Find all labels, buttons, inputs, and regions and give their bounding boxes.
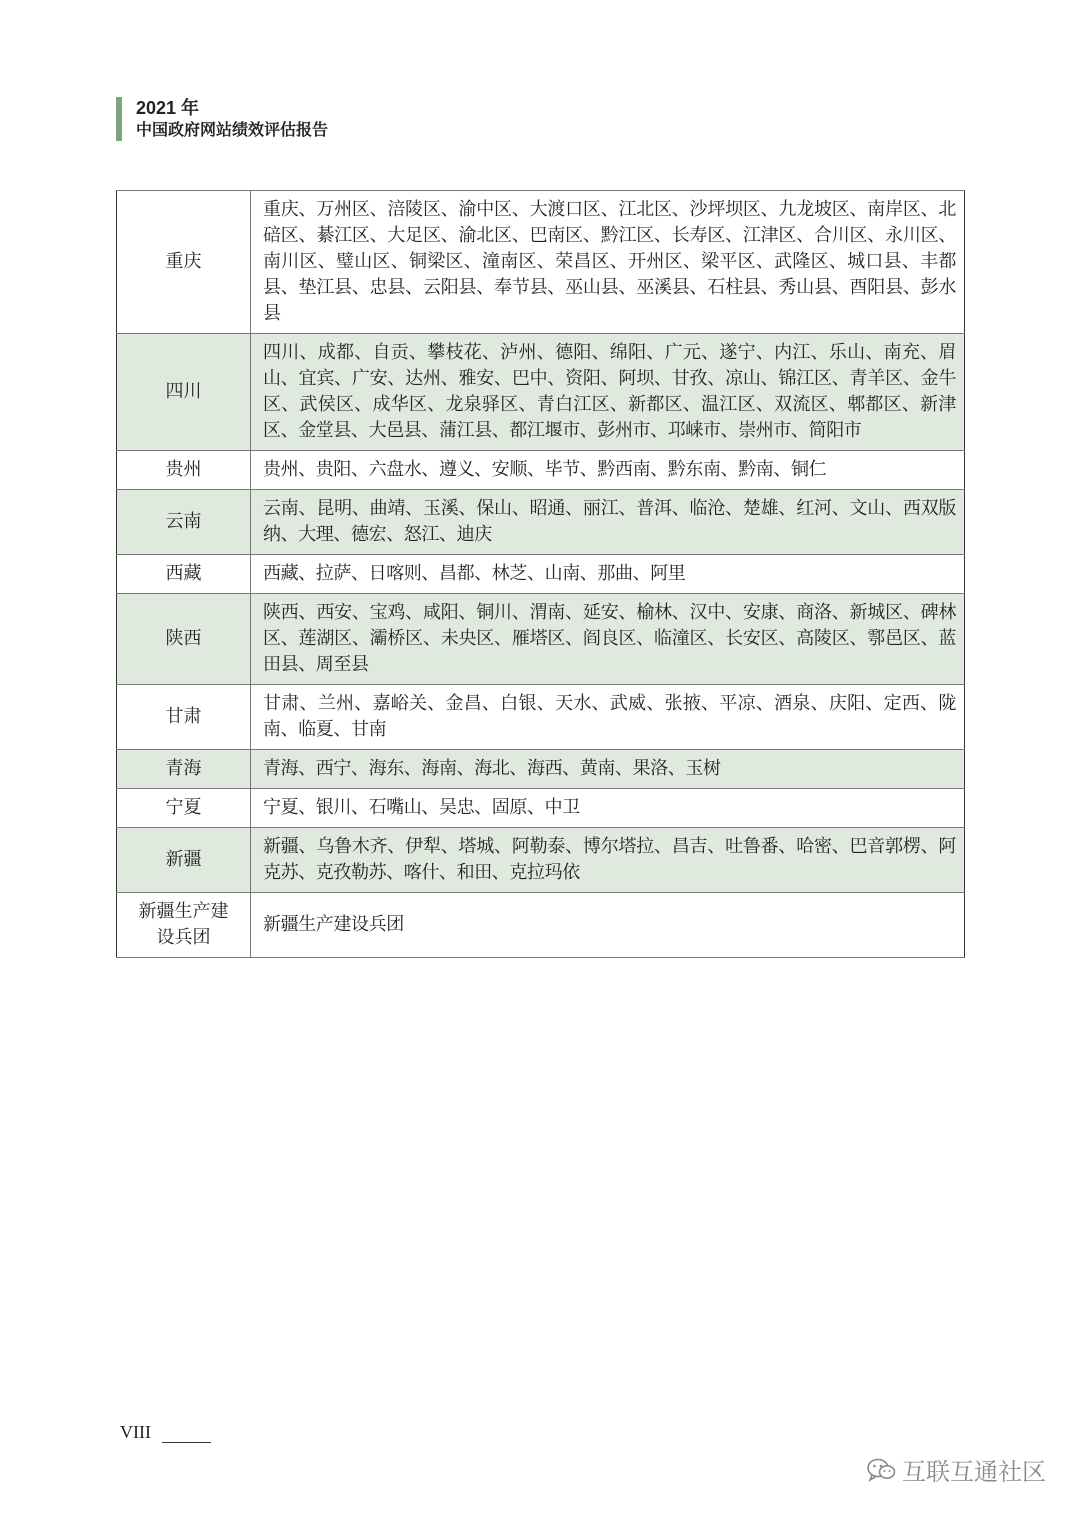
- region-table-body: [117, 191, 965, 958]
- table-row: [117, 451, 965, 490]
- table-row: [117, 685, 965, 750]
- page-number-underline: [162, 1442, 211, 1443]
- cities-cell: 重庆、万州区、涪陵区、渝中区、大渡口区、江北区、沙坪坝区、九龙坡区、南岸区、北碚区、綦江区、大足区、渝北区、巴南区、黔江区、长寿区、江津区、合川区、永川区、南川区、璧山区、铜梁区、潼南区、荣昌区、开州区、梁平区、武隆区、城口县、丰都县、垫江县、忠县、云阳县、奉节县、巫山县、巫溪县、石柱县、秀山县、酉阳县、彭水县: [251, 191, 965, 334]
- table-row: [117, 750, 965, 789]
- cities-cell: 西藏、拉萨、日喀则、昌都、林芝、山南、那曲、阿里: [251, 555, 965, 594]
- table-row: [117, 594, 965, 685]
- province-cell: 青海: [117, 750, 251, 789]
- cities-cell: 宁夏、银川、石嘴山、吴忠、固原、中卫: [251, 789, 965, 828]
- cities-cell: 甘肃、兰州、嘉峪关、金昌、白银、天水、武威、张掖、平凉、酒泉、庆阳、定西、陇南、临夏、甘南: [251, 685, 965, 750]
- table-row: [117, 334, 965, 451]
- cities-cell: 新疆生产建设兵团: [251, 893, 965, 958]
- table-row: [117, 555, 965, 594]
- cities-cell: 贵州、贵阳、六盘水、遵义、安顺、毕节、黔西南、黔东南、黔南、铜仁: [251, 451, 965, 490]
- table-row: [117, 490, 965, 555]
- province-cell: 甘肃: [117, 685, 251, 750]
- page-number: VIII: [120, 1422, 151, 1442]
- cities-cell: 四川、成都、自贡、攀枝花、泸州、德阳、绵阳、广元、遂宁、内江、乐山、南充、眉山、宜宾、广安、达州、雅安、巴中、资阳、阿坝、甘孜、凉山、锦江区、青羊区、金牛区、武侯区、成华区、龙泉驿区、青白江区、新都区、温江区、双流区、郫都区、新津区、金堂县、大邑县、蒲江县、都江堰市、彭州市、邛崃市、崇州市、简阳市: [251, 334, 965, 451]
- report-title: 中国政府网站绩效评估报告: [136, 120, 329, 139]
- cities-cell: 新疆、乌鲁木齐、伊犁、塔城、阿勒泰、博尔塔拉、昌吉、吐鲁番、哈密、巴音郭楞、阿克苏、克孜勒苏、喀什、和田、克拉玛依: [251, 828, 965, 893]
- province-cell: 陕西: [117, 594, 251, 685]
- watermark-text: 互联互通社区: [902, 1458, 1046, 1486]
- region-table: [116, 190, 965, 958]
- province-cell: 西藏: [117, 555, 251, 594]
- watermark: [866, 1452, 1046, 1487]
- cities-cell: 青海、西宁、海东、海南、海北、海西、黄南、果洛、玉树: [251, 750, 965, 789]
- table-row: [117, 893, 965, 958]
- province-cell: 重庆: [117, 191, 251, 334]
- province-cell: 新疆生产建设兵团: [117, 893, 251, 958]
- province-cell: 四川: [117, 334, 251, 451]
- table-row: [117, 191, 965, 334]
- table-row: [117, 789, 965, 828]
- report-header: [116, 97, 328, 141]
- cities-cell: 陕西、西安、宝鸡、咸阳、铜川、渭南、延安、榆林、汉中、安康、商洛、新城区、碑林区、莲湖区、灞桥区、未央区、雁塔区、阎良区、临潼区、长安区、高陵区、鄠邑区、蓝田县、周至县: [251, 594, 965, 685]
- province-cell: 贵州: [117, 451, 251, 490]
- cities-cell: 云南、昆明、曲靖、玉溪、保山、昭通、丽江、普洱、临沧、楚雄、红河、文山、西双版纳、大理、德宏、怒江、迪庆: [251, 490, 965, 555]
- wechat-icon: [866, 1457, 896, 1483]
- report-year: 2021 年: [136, 98, 200, 118]
- province-cell: 新疆: [117, 828, 251, 893]
- province-cell: 宁夏: [117, 789, 251, 828]
- table-row: [117, 828, 965, 893]
- province-cell: 云南: [117, 490, 251, 555]
